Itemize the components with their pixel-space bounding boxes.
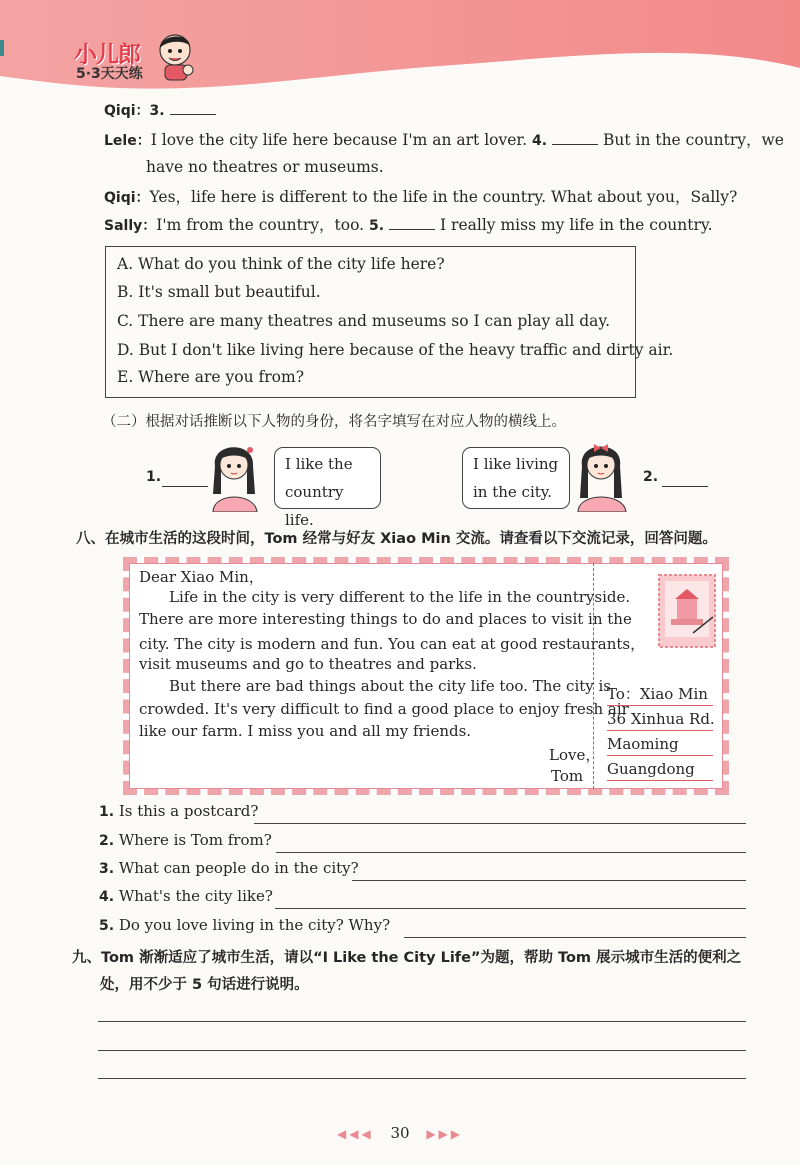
page-number: 30 xyxy=(390,1124,410,1142)
question-3 xyxy=(99,859,359,877)
dialogue-line-qiqi-2 xyxy=(104,187,737,208)
question-2 xyxy=(99,831,272,849)
dialogue-line-qiqi-1 xyxy=(104,100,216,121)
postcard-line: visit museums and go to theatres and parks. xyxy=(139,655,477,673)
identity-number-2: 2. xyxy=(643,469,659,485)
answer-line-4[interactable] xyxy=(275,908,746,909)
brand-logo: 小儿郎 xyxy=(74,42,140,68)
postcard xyxy=(123,557,729,795)
question-4 xyxy=(99,887,273,905)
postage-stamp-icon xyxy=(657,573,717,649)
prev-arrows-icon: ◀◀◀ xyxy=(336,1127,374,1141)
blank-number: 5. xyxy=(369,218,385,234)
blank-number: 3. xyxy=(149,103,165,119)
writing-line-3[interactable] xyxy=(98,1078,746,1079)
postcard-line: There are more interesting things to do and places to visit in the xyxy=(139,610,632,628)
dialogue-text: I really miss my life in the country. xyxy=(439,216,713,234)
question-number: 4. xyxy=(99,889,115,905)
writing-line-1[interactable] xyxy=(98,1021,746,1022)
postcard-line: Life in the city is very different to the life in the countryside. xyxy=(169,588,631,606)
answer-line-1[interactable] xyxy=(254,823,746,824)
postcard-line: crowded. It's very difficult to find a good place to enjoy fresh air xyxy=(139,700,629,718)
question-text: What can people do in the city? xyxy=(118,859,359,877)
page-footer xyxy=(0,1124,800,1142)
speaker-name: Qiqi： xyxy=(104,190,150,206)
options-box xyxy=(105,246,674,398)
answer-blank-5[interactable] xyxy=(389,216,435,230)
dialogue-line-sally xyxy=(104,215,713,236)
blank-number: 4. xyxy=(532,133,548,149)
postcard-line: But there are bad things about the city life too. The city is xyxy=(169,677,612,695)
dialogue-text: But in the country，we xyxy=(602,131,784,149)
bubble-line: I like the xyxy=(285,455,353,473)
option-a: A. What do you think of the city life here? xyxy=(117,255,445,273)
postcard-line: city. The city is modern and fun. You can eat at good restaurants， xyxy=(139,635,646,653)
speech-bubble-right xyxy=(462,447,570,509)
postcard-line: like our farm. I miss you and all my friends. xyxy=(139,722,472,740)
question-text: Where is Tom from? xyxy=(118,831,272,849)
section9-title-line1: 九、Tom 渐渐适应了城市生活，请以“I Like the City Life”为题，帮助 Tom 展示城市生活的便利之 xyxy=(72,950,742,966)
question-text: Is this a postcard? xyxy=(118,802,259,820)
answer-blank-3[interactable] xyxy=(170,101,216,115)
question-1 xyxy=(99,802,258,820)
bubble-line: I like living xyxy=(473,455,559,473)
address-line-2: 36 Xinhua Rd. xyxy=(607,708,713,731)
dialogue-text: I'm from the country，too. xyxy=(156,216,365,234)
next-arrows-icon: ▶▶▶ xyxy=(426,1127,464,1141)
postcard-signature: Tom xyxy=(551,767,584,785)
postcard-closing: Love， xyxy=(549,746,601,764)
identity-blank-1[interactable] xyxy=(162,473,208,487)
question-5 xyxy=(99,916,390,934)
answer-line-2[interactable] xyxy=(276,852,746,853)
section9-title-line2: 处，用不少于 5 句话进行说明。 xyxy=(100,977,309,993)
bubble-line: country life. xyxy=(285,483,344,529)
address-line-3: Maoming xyxy=(607,733,713,756)
girl-right-illustration xyxy=(570,436,634,512)
postcard-greeting: Dear Xiao Min， xyxy=(139,568,264,586)
section8-title: 八、在城市生活的这段时间，Tom 经常与好友 Xiao Min 交流。请查看以下交流记录，回答问题。 xyxy=(76,531,717,547)
speaker-name: Sally： xyxy=(104,218,157,234)
dialogue-line-lele-cont: have no theatres or museums. xyxy=(146,158,384,176)
answer-line-5[interactable] xyxy=(404,937,746,938)
girl-left-illustration xyxy=(205,436,265,512)
part2-instruction: （二）根据对话推断以下人物的身份，将名字填写在对应人物的横线上。 xyxy=(102,414,566,430)
option-e: E. Where are you from? xyxy=(117,368,304,386)
speaker-name: Lele： xyxy=(104,133,151,149)
speaker-name: Qiqi： xyxy=(104,103,150,119)
identity-number-1: 1. xyxy=(146,469,162,485)
option-d: D. But I don't like living here because of the heavy traffic and dirty air. xyxy=(117,341,674,359)
speech-bubble-left xyxy=(274,447,381,529)
question-number: 2. xyxy=(99,833,115,849)
identity-blank-2[interactable] xyxy=(662,473,708,487)
option-c: C. There are many theatres and museums so I can play all day. xyxy=(117,312,611,330)
answer-line-3[interactable] xyxy=(352,880,746,881)
question-number: 5. xyxy=(99,918,115,934)
address-line-1: To：Xiao Min xyxy=(607,683,713,706)
option-b: B. It's small but beautiful. xyxy=(117,283,321,301)
mascot-boy-illustration xyxy=(155,30,199,82)
writing-line-2[interactable] xyxy=(98,1050,746,1051)
answer-blank-4[interactable] xyxy=(552,131,598,145)
dialogue-text: Yes，life here is different to the life in the country. What about you，Sally? xyxy=(149,188,738,206)
series-label: 5·3天天练 xyxy=(76,66,143,82)
address-line-4: Guangdong xyxy=(607,758,713,781)
question-number: 1. xyxy=(99,804,115,820)
question-text: Do you love living in the city? Why? xyxy=(118,916,391,934)
question-text: What's the city like? xyxy=(118,887,273,905)
dialogue-line-lele xyxy=(104,130,784,151)
question-number: 3. xyxy=(99,861,115,877)
bubble-line: in the city. xyxy=(473,483,553,501)
dialogue-text: I love the city life here because I'm an art lover. xyxy=(150,131,528,149)
